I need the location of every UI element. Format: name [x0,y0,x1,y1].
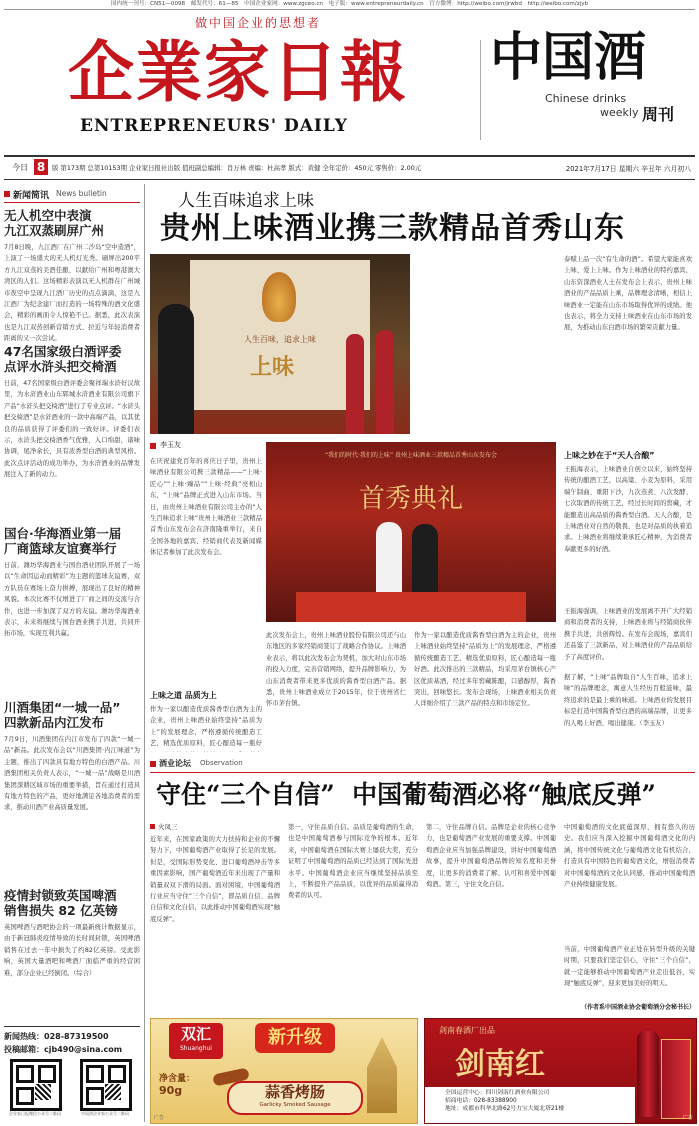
jiannanhong-header: 剑南春酒厂出品 [439,1026,495,1035]
observation-col-2: 第一，守住品质自信。品质是葡萄酒的生命，也是中国葡萄酒参与国际竞争的根本。近年来，中国葡萄酒在国际大赛上屡获大奖，充分证明了中国葡萄酒的品质已经达到了国际先进水平。中国葡萄酒企业应当继续坚持品质至上，不断提升产品品质，以优异的品质赢得消费者的认可。 [288,824,418,900]
backdrop-text-2: 上味 [250,355,295,380]
qr1-caption: 企业家日报微信公众号二维码 [9,1111,61,1116]
issue-info: 版 第173期 总第10153期 企业家日报社出版 值班副总编辑：肖万林 责编：杜高孝 版式：黄健 全年定价：450元 零售价：2.00元 [52,164,422,172]
observation-author-name: 火凤三 [158,823,178,831]
lead-body-3: 作为一家以酿造优质酱香型白酒为主的企业，贵州上味酒业始终坚持“品质为上”的发展理念，严格遵循传统酿造工艺，精选优质原料，匠心酿造每一瓶好酒。此次推出的三款精品，均采用茅台镇核心产区优质基酒，经过多年窖藏陈酿，口感醇厚，酱香突出，回味悠长。发布会现场，上味酒业相关负责人详细介绍了三款产品的特点和市场定位。 [414,632,556,708]
jiannanhong-info [425,1087,635,1123]
contact-box [4,1026,140,1123]
observation-headline: 守住“三个自信” 中国葡萄酒必将“触底反弹” [156,780,656,809]
product-name-en: Garlicky Smoked Sausage [259,1102,331,1108]
news-bulletin-column [4,184,140,1126]
lead-photo-1 [150,254,410,434]
bulletin-item-title: 川酒集团“一城一品” 四款新品内江发布 [4,700,121,730]
observation-col-1: 近年来，在国家政策的大力扶持和企业的不懈努力下，中国葡萄酒产业取得了长足的发展。但是，受国际形势变化、进口葡萄酒冲击等多重因素影响，国产葡萄酒近年来出现了产量和销量双双下滑的局面。面对困境，中国葡萄酒行业应当守住“三个自信”，即品质自信、品牌自信和文化自信，以此推动中国葡萄酒实现“触底反弹”。 [150,836,280,923]
date-info: 2021年7月17日 星期六 辛丑年 六月初八 [565,165,691,173]
masthead-slogan: 做中国企业的思想者 [195,16,322,30]
bulletin-item-4 [4,700,140,882]
lead-body-2: 此次发布会上，贵州上味酒业股份有限公司还与山东地区的多家经销商签订了战略合作协议。上味酒业表示，将以此次发布会为契机，加大对山东市场的投入力度，完善营销网络，提升品牌影响力，为山东消费者带来更多优质的酱香型白酒产品。据悉，贵州上味酒业成立于2015年，位于贵州省仁怀市茅台镇。 [266,632,406,708]
bulletin-item-title: 47名国家级白酒评委 点评水浒头把交椅酒 [4,344,122,374]
bulletin-item-5 [4,888,140,990]
jiannanhong-box [661,1039,691,1119]
bulletin-item-title: 国台·华海酒业第一届 厂商篮球友谊赛举行 [4,526,122,556]
observation-label-en: Observation [200,759,243,767]
column-separator [144,184,145,1122]
flame-logo-icon [262,272,296,322]
hostess-figure-2 [376,330,394,434]
backdrop-text-1: 人生百味，追求上味 [244,335,316,344]
lead-kicker: 人生百味追求上味 [178,191,314,211]
observation-header [150,758,695,773]
weight-value: 90g [159,1084,183,1097]
signing-table [296,592,526,622]
observation-label: 酒业论坛 [159,759,191,768]
observation-section [150,756,695,1016]
bulletin-label: 新闻简讯 [13,191,50,201]
author-square-icon [150,443,156,449]
shuanghui-brand-en: Shuanghui [180,1045,212,1052]
lead-intro: 在庆祝建党百年的喜庆日子里，贵州上味酒业有限公司携三款精品——“上味·匠心”“上味·臻品”“上味·经典”亮相山东，“上味”品牌正式进入山东市场。当日，由贵州上味酒业有限公司主办的“人生百味追求上味”贵州上味酒业三款精品首秀山东发布会在济南隆重举行，来自全国各地的嘉宾、经销商代表及新闻媒体记者参加了此次发布会。 [150,458,262,557]
author-tag [150,440,262,452]
product-name: 蒜香烤肠 [264,1083,325,1101]
bulletin-item-body: 日前，47名国家级白酒评委会聚祥瑞水浒好汉故里，为水浒酒业山东郓城水浒酒业有限公司旗下产品“水浒头把交椅酒”进行了专业点评。“水浒头把交椅酒”是水浒酒业的一款中高端产品，以其优良的品质获得了评委们的一致好评。评委们表示，水浒头把交椅酒香气优雅，入口绵甜，诸味协调，尾净余长，具有浓香型白酒的典型风格。此次点评活动的成功举办，为水浒酒业的品牌发展注入了新的动力。 [4,380,140,479]
event-banner: “我们的时代·我们的上味” 贵州上味酒业三款精品首秀山东发布会 [324,452,498,459]
supplement-title: 中国酒 [490,27,647,88]
jiannanhong-address: 地址：成都市科华北路62号力宝大厦北塔21楼 [445,1106,565,1112]
building-illustration [357,1037,407,1113]
ad-jiannanhong [424,1018,697,1124]
author-square-icon [150,824,155,829]
masthead-divider [480,40,481,140]
bulletin-item-3 [4,526,140,698]
lead-body-1: 作为一家以酿造优质酱香型白酒为主的企业，贵州上味酒业始终坚持“品质为上”的发展理念，严格遵循传统酿造工艺，精选优质原料，匠心酿造每一瓶好 [150,706,262,748]
jiannanhong-bottle [637,1031,659,1117]
event-center-text: 首秀典礼 [358,484,463,514]
masthead [0,10,699,150]
lead-headline: 贵州上味酒业携三款精品首秀山东 [160,211,625,246]
lead-right-sub: 上味之妙在于“天人合酿” [564,451,655,460]
speaker-figure [158,304,194,434]
lead-story [150,184,695,754]
qr-code-2 [80,1059,132,1111]
lead-right-col-3: 王振海强调，上味酒业的发展离不开广大经销商和消费者的支持，上味酒业将与经销商伙伴携手共进，共创辉煌。在发布会现场，嘉宾们还品鉴了三款新品，对上味酒业的产品品质给予了高度评价。 [564,608,692,661]
lead-right-col-2: 王振海表示，上味酒业自创立以来，始终坚持传统的酿酒工艺，以高粱、小麦为原料，采用端午制曲、重阳下沙，九次蒸煮、八次发酵、七次取酒的传统工艺，经过长时间的窖藏，才能酿造出高品质的酱香型白酒。天人合酿，是上味酒业对自然的敬畏，也是对品质的执着追求。上味酒业将继续秉承匠心精神，为消费者奉献更多的好酒。 [564,466,692,553]
bulletin-item-title: 无人机空中表演 九江双蒸刷屏广州 [4,208,105,238]
observation-col-3: 第二，守住品牌自信。品牌是企业的核心竞争力，也是葡萄酒产业发展的重要支撑。中国葡萄酒企业应当加强品牌建设，讲好中国葡萄酒故事，提升中国葡萄酒品牌的知名度和美誉度，让更多的消费者了解、认可和喜爱中国葡萄酒。第三，守住文化自信。 [426,824,556,889]
bulletin-square-icon [4,191,10,197]
masthead-title: 企業家日報 [68,33,408,111]
top-strip: 国内统一刊号：CN51—0098 邮发代号：61—85 中国企业家网：www.zgceo.cn 电子版：www.entrepreneurdaily.cn 官方微博：http://weibo.com/jrwbd http://weibo.com/zjyb [4,0,695,10]
qr2-caption: 中国酒企业家公众号二维码 [81,1111,129,1116]
lead-photo-2 [266,442,556,622]
supplement-weekly: 周刊 [642,105,675,124]
submit-email: 投稿邮箱：cjb490@sina.com [4,1045,123,1054]
observation-source: （作者系中国酒业协会葡萄酒分会秘书长） [580,1004,695,1011]
lead-sub1: 上味之道 品质为上 [150,691,217,700]
bulletin-item-title: 疫情封锁致英国啤酒 销售损失 82 亿英镑 [4,888,118,918]
hostess-figure-1 [346,334,364,434]
bulletin-item-body: 7月9日，川酒集团在内江市发布了四款“一城一品”新品。此次发布会以“川酒集团·内江味道”为主题，推出了四款具有地方特色的白酒产品。川酒集团相关负责人表示，“一城一品”战略是川酒集团深耕区域市场的重要举措，旨在通过打造具有地方特色的产品，更好地满足各地消费者的需求，推动川酒产业高质量发展。 [4,736,140,812]
lead-right-col-4: 据了解，“上味”品牌取自“人生百味，追求上味”的品牌理念，寓意人生经历百般滋味，最终追求的是最上乘的味道。上味酒业的发展目标是打造中国酱香型白酒的高端品牌，让更多的人喝上好酒、喝出健康。（李玉友） [564,674,692,727]
product-banner [227,1081,363,1115]
news-hotline: 新闻热线：028-87319500 [4,1032,109,1041]
bulletin-item-body: 英国啤酒与酒吧协会的一项最新统计数据显示，由于新冠肺炎疫情导致的长时间封锁，英国啤酒销售在过去一年中损失了约82亿英镑。受此影响，英国大量酒吧和啤酒厂面临严重的经营困难，部分企业已经倒闭。（综合） [4,924,140,977]
observation-col-4: 中国葡萄酒的文化底蕴深厚，拥有悠久的历史。我们应当深入挖掘中国葡萄酒文化的内涵，将中国传统文化与葡萄酒文化有机结合，打造具有中国特色的葡萄酒文化，增强消费者对中国葡萄酒的文化认同感，推动中国葡萄酒产业持续健康发展。 [564,824,695,889]
page-count-badge: 8 [34,159,48,175]
bulletin-item-body: 7月8日晚，九江酒厂在广州二沙岛“空中造酒”，上演了一场盛大的无人机灯光秀。刷屏出200平方九江双蒸的美酒佳酿，以献给广州和粤港澳大湾区的人们。这场精彩表演以无人机群在广州城市夜空中呈现九江酒厂历史的点点滴滴，这是九江酒厂为纪念建厂而打造的一场特殊的酒文化盛会，精彩的画面令人惊艳不已。据悉，此次表演也是九江双蒸创新营销方式、拉近与年轻消费者距离的又一次尝试。 [4,244,140,343]
bulletin-label-en: News bulletin [56,189,107,198]
observation-square-icon [150,761,156,767]
supplement-en-1: Chinese drinks [545,92,627,105]
shuanghui-logo [169,1023,223,1059]
jiannanhong-phone: 招商电话：028-83388900 [445,1098,517,1104]
jiannanhong-logo: 剑南红 [455,1047,545,1082]
today-label: 今日 [12,163,28,172]
lead-right-col-1: 泰赋上品一次“有生命的酒”。希望大家能喜欢上味、爱上上味。作为上味酒业的特约嘉宾，山东资深酒业人士在发布会上表示，贵州上味酒业的产品品质上乘，品牌理念清晰，相信上味酒业一定能在山东市场取得优异的成绩。他也表示，将全力支持上味酒业在山东市场的发展，为推动山东白酒市场的繁荣贡献力量。 [564,256,692,332]
ad-right-corner: 广告 [682,1115,693,1121]
masthead-english: ENTREPRENEURS' DAILY [80,116,348,136]
bulletin-item-2 [4,344,140,520]
info-bar [4,155,695,180]
weight-label [159,1071,195,1097]
bulletin-header [4,188,140,203]
observation-col-5: 当前，中国葡萄酒产业正处在转型升级的关键时期，只要我们坚定信心，守住“三个自信”，就一定能够推动中国葡萄酒产业走出低谷，实现“触底反弹”，迎来更加美好的明天。 [564,946,695,988]
upgrade-badge: 新升级 [255,1023,335,1053]
qr-code-1 [10,1059,62,1111]
weight-label-text: 净含量： [159,1074,196,1084]
ad-left-corner: 广告 [154,1115,165,1121]
bulletin-item-body: 日前，潍坊华海酒业与国台酒业团队开展了一场以“生命因运动而精彩”为主题的篮球友谊赛，双方队员在赛场上奋力拼搏，展现出了良好的精神风貌。本次比赛不仅增进了厂商之间的交流与合作，也进一步加深了双方的友谊。潍坊华海酒业表示，未来将继续与国台酒业携手共进，共同开拓市场，实现互利共赢。 [4,562,140,638]
bulletin-item-1 [4,208,140,346]
observation-author [150,822,280,832]
ad-shuanghui [150,1018,418,1124]
jiannanhong-hotline: 全国运营中心：四川剑南红酒业有限公司 [445,1090,550,1096]
author-name: 李玉友 [160,441,181,449]
supplement-en-2: weekly [600,106,639,119]
shuanghui-brand: 双汇 [180,1025,211,1043]
